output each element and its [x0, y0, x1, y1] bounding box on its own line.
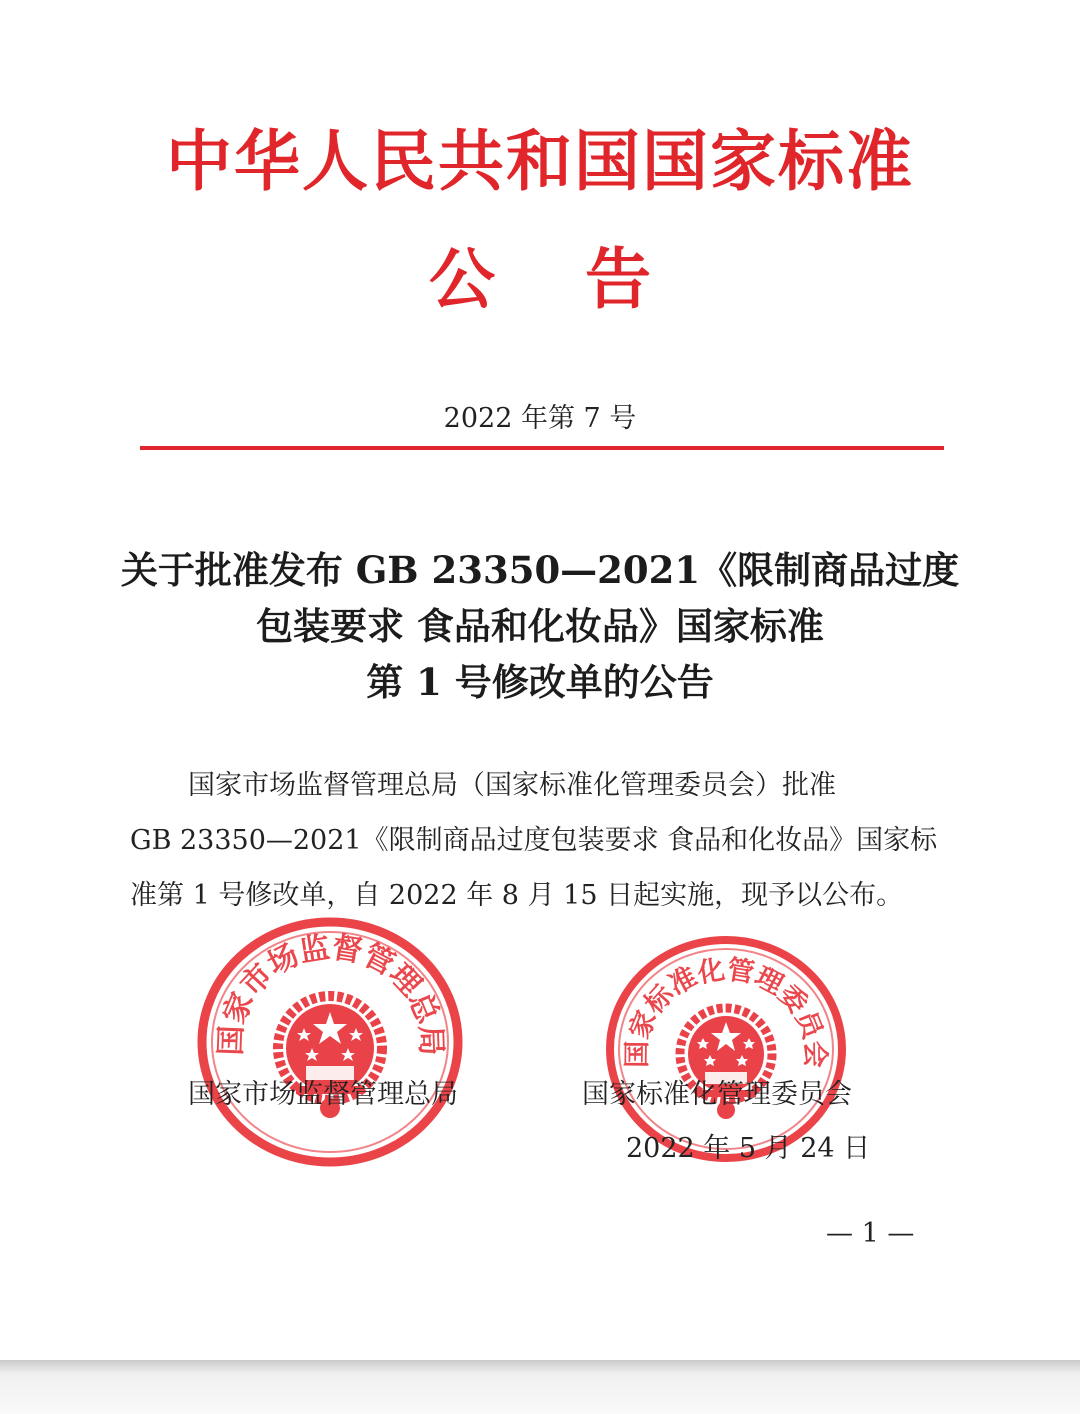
- issue-number: 2022 年第 7 号: [443, 403, 637, 434]
- announcement-title: [100, 542, 980, 710]
- seal-text: 国家市场监督管理总局: [213, 930, 449, 1057]
- signature-org-sac: 国家标准化管理委员会: [582, 1079, 852, 1110]
- announcement-title-line: 关于批准发布 GB 23350—2021《限制商品过度: [120, 548, 960, 592]
- signature-date: 2022 年 5 月 24 日: [626, 1133, 871, 1164]
- body-line: GB 23350—2021《限制商品过度包装要求 食品和化妆品》国家标: [130, 825, 938, 856]
- page-number: — 1 —: [826, 1218, 915, 1249]
- red-divider: [140, 446, 944, 450]
- document-header-subtitle: 公告: [429, 240, 741, 318]
- announcement-title-line: 第 1 号修改单的公告: [366, 660, 714, 704]
- body-line: 准第 1 号修改单，自 2022 年 8 月 15 日起实施，现予以公布。: [130, 880, 904, 911]
- announcement-title-line: 包装要求 食品和化妆品》国家标准: [256, 604, 824, 648]
- announcement-body: [130, 758, 950, 923]
- body-line: 国家市场监督管理总局（国家标准化管理委员会）批准: [188, 770, 836, 801]
- seal-text: 国家标准化管理委员会: [621, 954, 831, 1068]
- page-bottom-edge: [0, 1360, 1080, 1414]
- document-header-title: 中华人民共和国国家标准: [166, 122, 914, 200]
- signature-org-samr: 国家市场监督管理总局: [188, 1079, 458, 1110]
- official-seal-samr: [196, 916, 464, 1168]
